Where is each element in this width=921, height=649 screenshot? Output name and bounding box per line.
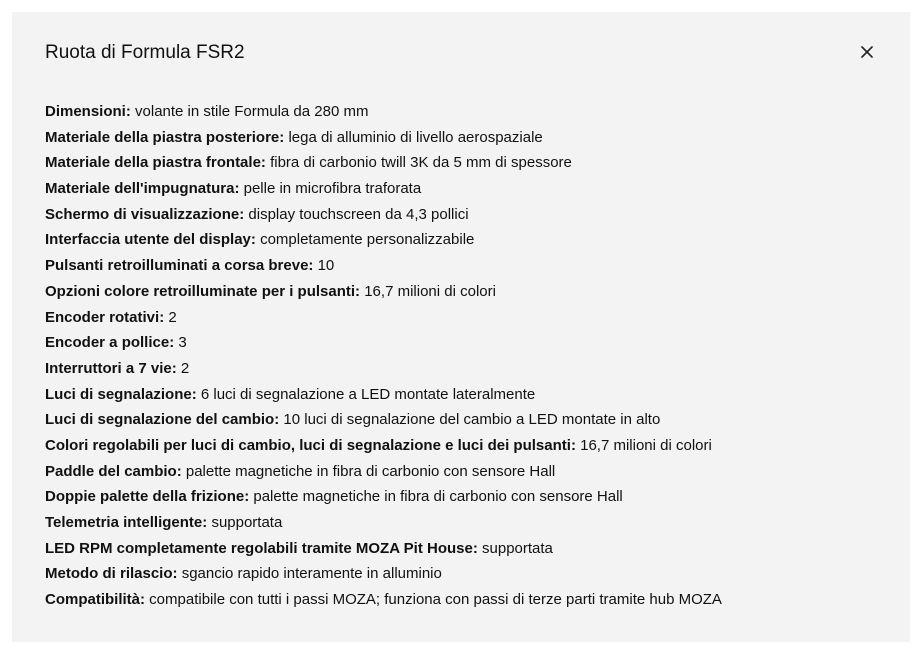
spec-label: Encoder a pollice: [45,334,175,352]
spec-label: Schermo di visualizzazione: [45,205,245,223]
spec-value: pelle in microfibra traforata [243,180,422,198]
spec-label: Materiale della piastra posteriore: [45,128,285,146]
spec-row-grip [45,176,895,202]
spec-value: completamente personalizzabile [260,231,475,249]
spec-row-release-method [45,561,895,587]
spec-value: volante in stile Formula da 280 mm [135,103,369,120]
spec-label: Pulsanti retroilluminati a corsa breve: [45,257,314,275]
spec-label: Luci di segnalazione: [45,385,197,403]
spec-row-adjustable-colors [45,433,895,459]
spec-value: fibra di carbonio twill 3K da 5 mm di spessore [270,154,572,172]
spec-row-clutch-paddles [45,484,895,510]
spec-row-display-ui [45,227,895,253]
spec-label: Materiale dell'impugnatura: [45,180,240,198]
spec-row-button-colors [45,279,895,305]
spec-value: 6 luci di segnalazione a LED montate lateralmente [200,385,536,403]
spec-value: 16,7 milioni di colori [580,436,712,454]
spec-row-display-screen [45,202,895,228]
spec-list [45,99,895,613]
spec-value: sgancio rapido interamente in alluminio [181,565,442,583]
spec-value: 16,7 milioni di colori [364,282,496,300]
spec-value: 10 [317,257,335,275]
spec-label: Telemetria intelligente: [45,514,208,531]
spec-value: 10 luci di segnalazione del cambio a LED montate in alto [283,411,661,429]
spec-label: Luci di segnalazione del cambio: [45,411,280,429]
spec-row-compatibility [45,587,895,613]
spec-row-back-plate [45,125,895,151]
spec-row-shift-paddles [45,459,895,485]
spec-value: 2 [180,359,190,377]
spec-value: display touchscreen da 4,3 pollici [248,205,469,223]
spec-label: LED RPM completamente regolabili tramite MOZA Pit House: [45,539,478,557]
spec-row-dimensions [45,99,895,125]
spec-value: compatibile con tutti i passi MOZA; funziona con passi di terze parti tramite hub MOZA [149,591,722,609]
spec-label: Opzioni colore retroilluminate per i pulsanti: [45,282,361,300]
spec-label: Encoder rotativi: [45,308,165,326]
spec-value: palette magnetiche in fibra di carbonio con sensore Hall [185,462,556,480]
spec-label: Paddle del cambio: [45,462,182,480]
spec-row-rpm-leds [45,536,895,562]
spec-row-thumb-encoders [45,330,895,356]
spec-row-buttons [45,253,895,279]
spec-label: Interfaccia utente del display: [45,231,256,249]
spec-row-rotary-encoders [45,305,895,331]
spec-value: 3 [178,334,187,352]
spec-label: Metodo di rilascio: [45,565,178,583]
spec-label: Doppie palette della frizione: [45,488,250,506]
spec-value: palette magnetiche in fibra di carbonio con sensore Hall [253,488,623,506]
spec-modal [12,12,910,642]
spec-value: lega di alluminio di livello aerospaziale [288,128,543,146]
modal-title: Ruota di Formula FSR2 [45,42,245,63]
spec-value: 2 [168,308,177,326]
spec-value: supportata [211,514,283,531]
spec-label: Interruttori a 7 vie: [45,359,177,377]
close-icon [861,46,873,58]
spec-row-shift-lights [45,407,895,433]
spec-row-7way-switches [45,356,895,382]
spec-value: supportata [482,539,553,557]
spec-label: Colori regolabili per luci di cambio, luci di segnalazione e luci dei pulsanti: [45,436,576,454]
close-button[interactable] [856,41,878,63]
spec-row-telemetry [45,510,895,536]
spec-row-flag-lights [45,382,895,408]
spec-label: Compatibilità: [45,591,145,609]
spec-label: Dimensioni: [45,103,131,120]
spec-row-front-plate [45,150,895,176]
spec-label: Materiale della piastra frontale: [45,154,266,172]
